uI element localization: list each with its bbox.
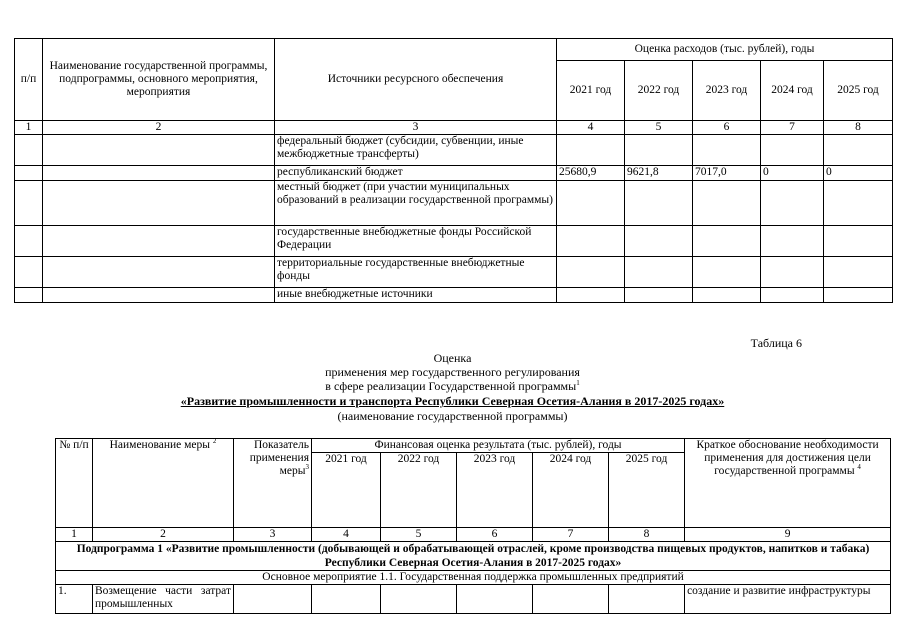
col-number: 6: [457, 528, 533, 542]
program-name: «Развитие промышленности и транспорта Республики Северная Осетия-Алания в 2017-2025 годах»: [180, 394, 725, 408]
table-row: [15, 226, 893, 257]
table-label: Таблица 6: [750, 336, 802, 350]
col-number: 9: [685, 528, 891, 542]
source-cell: местный бюджет (при участии муниципальных образований в реализации государственной программы): [275, 181, 557, 226]
estimate-header: Финансовая оценка результата (тыс. рублей), годы: [312, 439, 685, 453]
main-event-heading: Основное мероприятие 1.1. Государственная поддержка промышленных предприятий: [56, 571, 891, 585]
col-number: 1: [15, 121, 43, 135]
source-cell: республиканский бюджет: [275, 166, 557, 181]
col-number: 7: [761, 121, 824, 135]
col-number: 4: [312, 528, 381, 542]
caption-line: применения мер государственного регулирования: [325, 365, 580, 379]
table-row: [56, 585, 891, 614]
year-header: 2024 год: [761, 61, 824, 121]
col-number: 3: [234, 528, 312, 542]
col-number: 6: [693, 121, 761, 135]
source-cell: иные внебюджетные источники: [275, 288, 557, 303]
year-header: 2023 год: [693, 61, 761, 121]
col-number: 2: [43, 121, 275, 135]
table-row: [15, 181, 893, 226]
table-row: [15, 135, 893, 166]
row-number: 1.: [56, 585, 93, 614]
col-number: 1: [56, 528, 93, 542]
caption-title: Оценка: [433, 351, 472, 365]
col-justification-header: Краткое обоснование необходимости применения для достижения цели государственной программы $^4$: [685, 439, 891, 528]
col-number: 8: [609, 528, 685, 542]
col-indicator-header: Показатель применения меры$^3$: [234, 439, 312, 528]
col-number: 3: [275, 121, 557, 135]
regulation-table: [55, 438, 891, 614]
source-cell: государственные внебюджетные фонды Российской Федерации: [275, 226, 557, 257]
table-row: [15, 257, 893, 288]
col-source-header: Источники ресурсного обеспечения: [275, 39, 557, 121]
value-cell: 0: [824, 166, 893, 181]
source-cell: федеральный бюджет (субсидии, субвенции, иные межбюджетные трансферты): [275, 135, 557, 166]
year-header: 2021 год: [312, 453, 381, 528]
measure-name: Возмещение части затрат промышленных: [93, 585, 234, 614]
resource-table: [14, 38, 893, 303]
justification-cell: создание и развитие инфраструктуры: [685, 585, 891, 614]
subprogram-heading: Подпрограмма 1 «Развитие промышленности (добывающей и обрабатывающей отраслей, кроме производства пищевых продуктов, напитков и табака) Республики Северная Осетия-Алания в 2017-2025 годах»: [56, 542, 891, 571]
col-number: 5: [381, 528, 457, 542]
col-num-header: № п/п: [56, 439, 93, 528]
caption-line: в сфере реализации Государственной программы$^1$: [325, 379, 580, 393]
year-header: 2025 год: [824, 61, 893, 121]
year-header: 2022 год: [625, 61, 693, 121]
column-number-row: [56, 528, 891, 542]
year-header: 2025 год: [609, 453, 685, 528]
program-name-hint: (наименование государственной программы): [337, 409, 568, 423]
year-header: 2022 год: [381, 453, 457, 528]
col-number: 5: [625, 121, 693, 135]
col-num-header: п/п: [15, 39, 43, 121]
col-name-header: Наименование меры $^2$: [93, 439, 234, 528]
value-cell: 7017,0: [693, 166, 761, 181]
column-number-row: [15, 121, 893, 135]
col-number: 2: [93, 528, 234, 542]
year-header: 2024 год: [533, 453, 609, 528]
value-cell: 25680,9: [557, 166, 625, 181]
col-number: 7: [533, 528, 609, 542]
year-header: 2023 год: [457, 453, 533, 528]
col-number: 4: [557, 121, 625, 135]
col-name-header: Наименование государственной программы, подпрограммы, основного мероприятия, мероприятия: [43, 39, 275, 121]
table-row: [15, 288, 893, 303]
table-row: [15, 166, 893, 181]
value-cell: 9621,8: [625, 166, 693, 181]
col-number: 8: [824, 121, 893, 135]
value-cell: 0: [761, 166, 824, 181]
year-header: 2021 год: [557, 61, 625, 121]
source-cell: территориальные государственные внебюджетные фонды: [275, 257, 557, 288]
estimate-header: Оценка расходов (тыс. рублей), годы: [557, 39, 893, 61]
